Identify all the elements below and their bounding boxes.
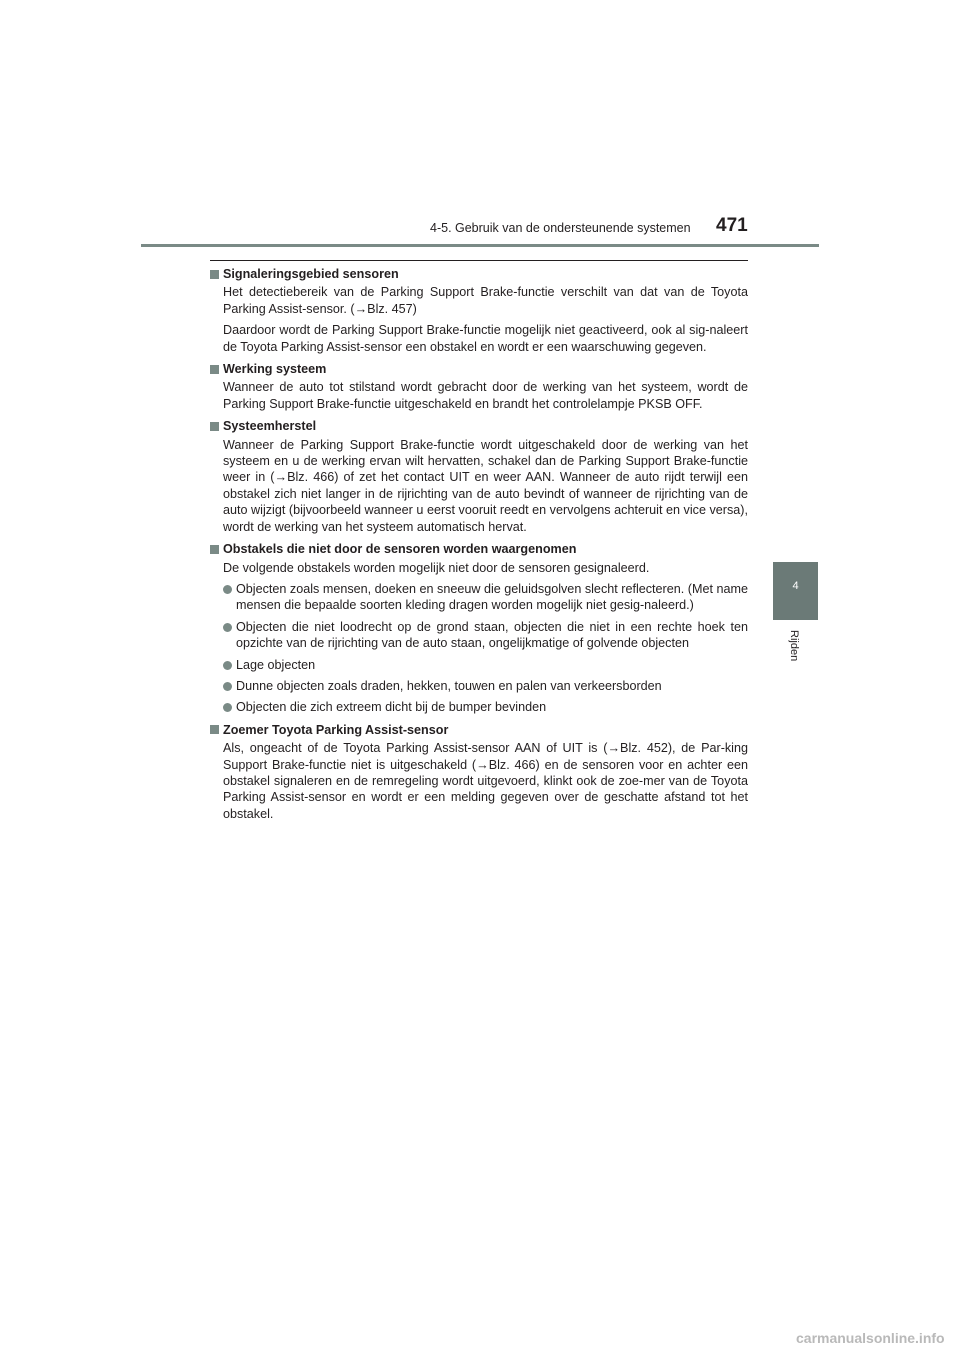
list-item — [223, 699, 748, 715]
square-bullet-icon — [210, 270, 219, 279]
paragraph: Wanneer de Parking Support Brake-functie wordt uitgeschakeld door de werking van het systeem en u de werking ervan wilt hervatten, schakel dan de Parking Support Brake-functie weer in (→Blz. 466) of zet het contact UIT en weer AAN. Wanneer de auto rijdt terwijl een obstakel zich niet langer in de rijrichting van de auto bevindt of wanneer de rijrichting van de auto wijzigt (bijvoorbeeld wanneer u eerst vooruit reedt en vervolgens achteruit en vice versa), wordt de werking van het systeem automatisch hervat. — [223, 437, 748, 534]
section-heading — [210, 266, 748, 282]
paragraph: Wanneer de auto tot stilstand wordt gebracht door de werking van het systeem, wordt de Parking Support Brake-functie uitgeschakeld en brandt het controlelampje PKSB OFF. — [223, 380, 748, 411]
square-bullet-icon — [210, 365, 219, 374]
list-item — [223, 657, 748, 673]
square-bullet-icon — [210, 422, 219, 431]
chapter-label: Rijden — [788, 630, 800, 662]
section-heading — [210, 541, 748, 557]
header-divider — [141, 244, 819, 247]
paragraph: De volgende obstakels worden mogelijk niet door de sensoren gesignaleerd. — [223, 560, 650, 575]
paragraph: Daardoor wordt de Parking Support Brake-functie mogelijk niet geactiveerd, ook al sig-naleert de Toyota Parking Assist-sensor een obstakel en wordt er een waarschuwing gegeven. — [223, 323, 748, 354]
content-divider — [210, 260, 748, 261]
round-bullet-icon — [223, 585, 232, 594]
heading-text: Systeemherstel — [223, 419, 317, 434]
list-item-text: Objecten zoals mensen, doeken en sneeuw die geluidsgolven slecht reflecteren. (Met name mensen die bepaalde soorten kleding dragen worden mogelijk niet gesig-naleerd.) — [236, 581, 748, 613]
heading-text: Zoemer Toyota Parking Assist-sensor — [223, 722, 449, 737]
square-bullet-icon — [210, 545, 219, 554]
watermark: carmanualsonline.info — [796, 1330, 945, 1346]
list-item-text: Objecten die zich extreem dicht bij de bumper bevinden — [236, 700, 547, 715]
list-item — [223, 619, 748, 652]
section-heading — [210, 722, 748, 738]
list-item-text: Lage objecten — [236, 657, 316, 672]
list-item-text: Dunne objecten zoals draden, hekken, touwen en palen van verkeersborden — [236, 678, 662, 693]
round-bullet-icon — [223, 703, 232, 712]
square-bullet-icon — [210, 725, 219, 734]
section-title: 4-5. Gebruik van de ondersteunende systemen — [430, 221, 691, 235]
section-heading — [210, 418, 748, 434]
heading-text: Werking systeem — [223, 362, 327, 377]
paragraph: Het detectiebereik van de Parking Support Brake-functie verschilt van dat van de Toyota Parking Assist-sensor. (→Blz. 457) — [223, 285, 748, 316]
list-item-text: Objecten die niet loodrecht op de grond staan, objecten die niet in een rechte hoek ten opzichte van de rijrichting van de auto staan, ongelijkmatige of golvende objecten — [236, 619, 748, 651]
heading-text: Signaleringsgebied sensoren — [223, 267, 399, 281]
chapter-tab: 4 — [773, 562, 818, 620]
round-bullet-icon — [223, 682, 232, 691]
round-bullet-icon — [223, 623, 232, 632]
paragraph: Als, ongeacht of de Toyota Parking Assist-sensor AAN of UIT is (→Blz. 452), de Par-king Support Brake-functie niet is uitgeschakeld (→Blz. 466) en de sensoren voor en achter een obstakel signaleren en de remregeling wordt uitgevoerd, klinkt ook de zoe-mer van de Toyota Parking Assist-sensor en wordt er een melding gegeven over de geschatte afstand tot het obstakel. — [223, 741, 748, 821]
heading-text: Obstakels die niet door de sensoren worden waargenomen — [223, 542, 577, 557]
section-heading — [210, 361, 748, 377]
list-item — [223, 581, 748, 614]
page-content — [210, 266, 748, 822]
page-number: 471 — [716, 215, 748, 236]
list-item — [223, 678, 748, 694]
round-bullet-icon — [223, 661, 232, 670]
